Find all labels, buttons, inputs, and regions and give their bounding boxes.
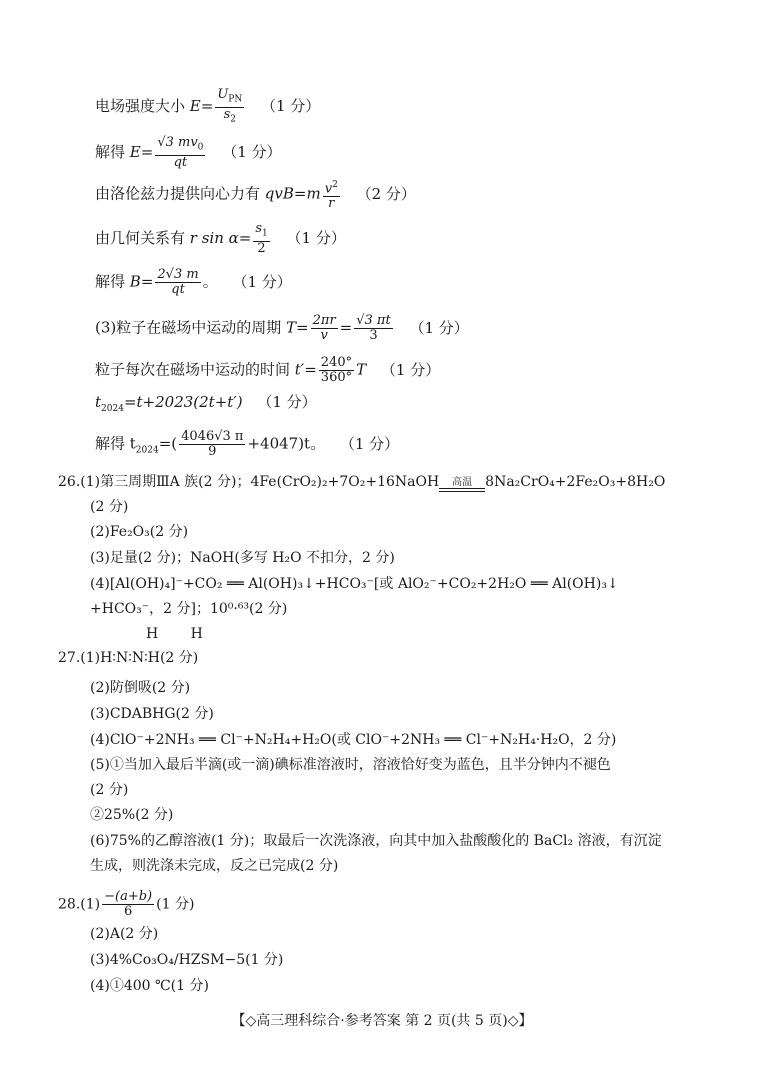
q26-answer-1: 26.(1)第三周期ⅢA 族(2 分)；4Fe(CrO₂)₂+7O₂+16NaOH 高温 8Na₂CrO₄+2Fe₂O₃+8H₂O xyxy=(58,474,666,490)
q26-answer-3: (3)足量(2 分)；NaOH(多写 H₂O 不扣分，2 分) xyxy=(90,550,395,566)
q27-answer-5-2: ②25%(2 分) xyxy=(90,807,174,823)
eq-time-in-field: 粒子每次在磁场中运动的时间 t′= $\frac{240^\circ}{360^\circ}$ T （1 分） xyxy=(95,355,441,385)
q27-answer-6: (6)75%的乙醇溶液(1 分)；取最后一次洗涤液，向其中加入盐酸酸化的 BaCl₂ 溶液，有沉淀 xyxy=(90,833,662,849)
q27-answer-1: 27.(1)H∶N∶N∶H(2 分) xyxy=(58,650,199,666)
condition-arrow: 高温 xyxy=(439,478,485,492)
q27-answer-2: (2)防倒吸(2 分) xyxy=(90,680,191,696)
q28-answer-4: (4)①400 ℃(1 分) xyxy=(90,978,209,994)
fraction: $\frac{U_{PN}}{s_2}$ xyxy=(217,87,243,125)
q27-answer-6-cont: 生成，则洗涤未完成，反之已完成(2 分) xyxy=(90,858,339,874)
q28-answer-2: (2)A(2 分) xyxy=(90,926,159,942)
q26-answer-2: (2)Fe₂O₃(2 分) xyxy=(90,524,189,540)
q26-answer-4: (4)[Al(OH)₄]⁻+CO₂ ══ Al(OH)₃↓+HCO₃⁻[或 AlO₂⁻+CO₂+2H₂O ══ Al(OH)₃↓ xyxy=(90,576,619,592)
fraction: $\frac{4046√3 \pi}{9}$ xyxy=(181,429,244,459)
page-footer: 【◇高三理科综合·参考答案 第 2 页(共 5 页)◇】 xyxy=(231,1013,533,1029)
eq-period: (3)粒子在磁场中运动的周期 T= $\frac{2\pi r}{v}$ = $\frac{√3 \pi t}{3}$ （1 分） xyxy=(95,313,469,343)
fraction: $\frac{2√3 m}{qt}$ xyxy=(157,267,199,297)
eq-geometry: 由几何关系有 r sin α= $\frac{s_1}{2}$ （1 分） xyxy=(95,221,346,256)
fraction: $\frac{-(a+b)}{6}$ xyxy=(104,889,153,919)
q27-answer-4: (4)ClO⁻+2NH₃ ══ Cl⁻+N₂H₄+H₂O(或 ClO⁻+2NH₃ ══ Cl⁻+N₂H₄·H₂O，2 分) xyxy=(90,732,617,748)
q28-answer-1: 28.(1) $\frac{-(a+b)}{6}$ (1 分) xyxy=(58,889,195,919)
q26-answer-1-score: (2 分) xyxy=(90,499,129,515)
eq-electric-field: 电场强度大小 E= $\frac{U_{PN}}{s_2}$ （1 分） xyxy=(95,87,321,125)
eq-t2024: $t_{2024}=t+2023(2t+t')$ （1 分） xyxy=(95,393,317,414)
eq-solve-B: 解得 B= $\frac{2√3 m}{qt}$ 。 （1 分） xyxy=(95,267,292,297)
electron-formula-h: H H xyxy=(146,626,217,642)
q26-answer-4-cont: +HCO₃⁻，2 分]；10⁰·⁶³(2 分) xyxy=(90,601,288,617)
q28-answer-3: (3)4%Co₃O₄/HZSM−5(1 分) xyxy=(90,952,284,968)
eq-solve-E: 解得 E= $\frac{√3 mv_0}{qt}$ （1 分） xyxy=(95,135,282,170)
eq-solve-t2024: 解得 $t_{2024}=$( $\frac{4046√3 \pi}{9}$ +4047)t。 （1 分） xyxy=(95,429,400,459)
fraction: $\frac{√3 mv_0}{qt}$ xyxy=(157,135,204,170)
fraction: $\frac{240^\circ}{360^\circ}$ xyxy=(320,355,353,385)
q27-answer-5: (5)①当加入最后半滴(或一滴)碘标准溶液时，溶液恰好变为蓝色，且半分钟内不褪色 xyxy=(90,757,611,773)
fraction: $\frac{v^2}{r}$ xyxy=(324,180,338,212)
eq-lorentz-force: 由洛伦兹力提供向心力有 qvB=m $\frac{v^2}{r}$ （2 分） xyxy=(95,180,416,212)
q27-answer-5-score: (2 分) xyxy=(90,782,129,798)
fraction: $\frac{2\pi r}{v}$ xyxy=(312,313,336,343)
q27-answer-3: (3)CDABHG(2 分) xyxy=(90,706,214,722)
fraction: $\frac{s_1}{2}$ xyxy=(255,221,268,256)
fraction: $\frac{√3 \pi t}{3}$ xyxy=(356,313,391,343)
